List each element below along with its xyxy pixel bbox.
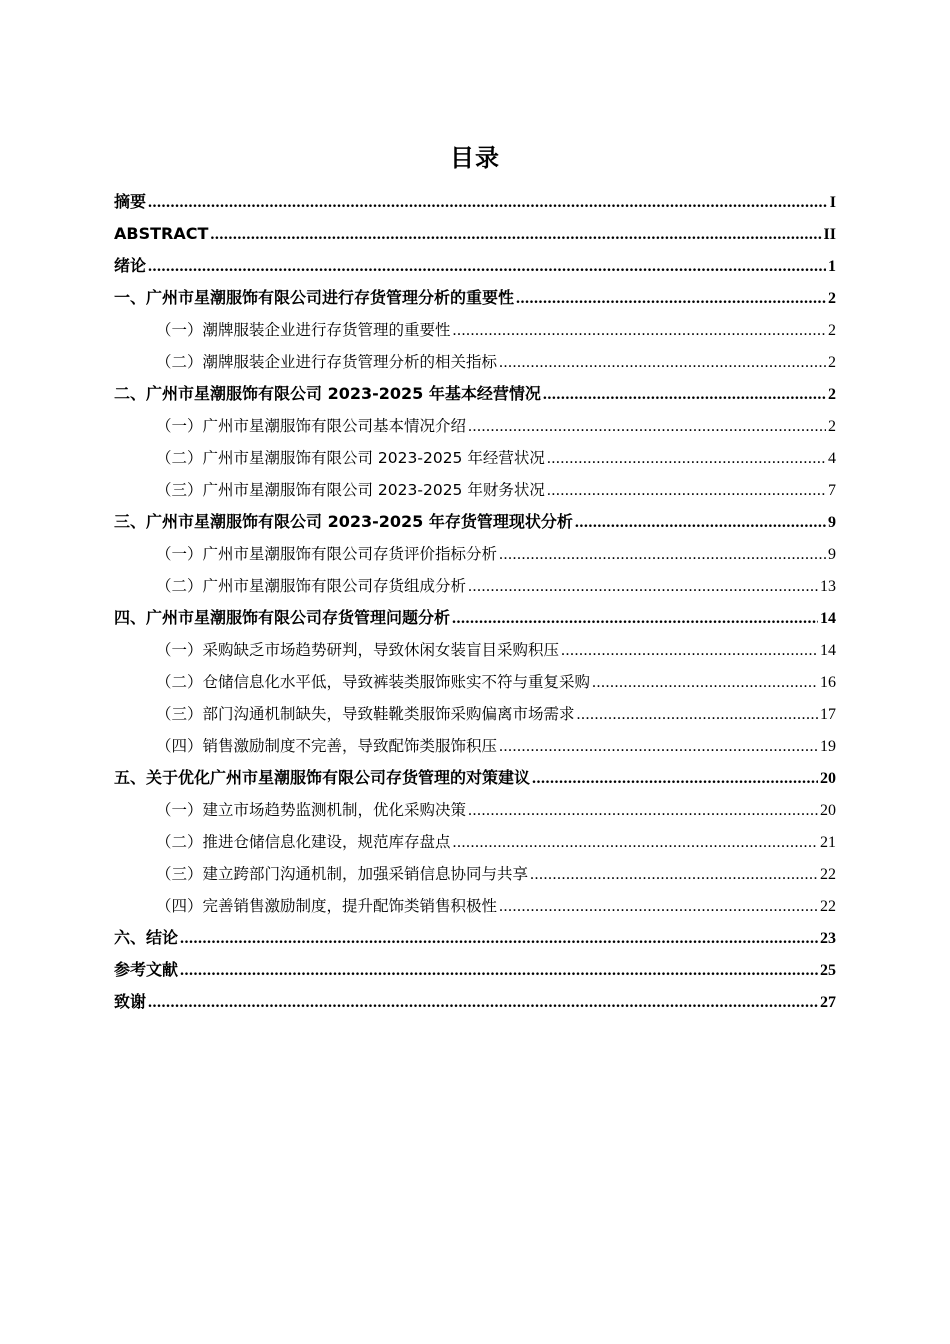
toc-entry[interactable] <box>114 666 836 698</box>
toc-entry-page-number: 2 <box>828 354 836 371</box>
toc-entry[interactable] <box>114 826 836 858</box>
toc-dot-leader <box>547 475 826 507</box>
toc-entry-page-number: 9 <box>828 514 836 531</box>
toc-entry-label: （一）建立市场趋势监测机制，优化采购决策 <box>156 801 467 819</box>
toc-dot-leader <box>468 411 826 443</box>
toc-entry-label: （二）广州市星潮服饰有限公司存货组成分析 <box>156 577 467 595</box>
toc-entry-label: 摘要 <box>114 192 147 211</box>
toc-dot-leader <box>468 795 818 827</box>
toc-dot-leader <box>499 539 826 571</box>
toc-entry[interactable] <box>114 410 836 442</box>
toc-entry-label: （三）部门沟通机制缺失，导致鞋靴类服饰采购偏离市场需求 <box>156 705 575 723</box>
toc-entry[interactable] <box>114 314 836 346</box>
toc-dot-leader <box>453 315 826 347</box>
toc-entry-label: 六、结论 <box>114 928 179 947</box>
toc-entry[interactable] <box>114 442 836 474</box>
toc-dot-leader <box>148 251 826 283</box>
toc-entry-label: 五、关于优化广州市星潮服饰有限公司存货管理的对策建议 <box>114 768 531 787</box>
toc-entry-label: 参考文献 <box>114 960 179 979</box>
toc-entry-label: ABSTRACT <box>114 224 209 243</box>
toc-dot-leader <box>577 699 818 731</box>
toc-dot-leader <box>468 571 818 603</box>
toc-dot-leader <box>499 891 818 923</box>
toc-dot-leader <box>452 603 818 635</box>
toc-entry[interactable] <box>114 730 836 762</box>
toc-entry-page-number: 2 <box>828 290 836 307</box>
toc-entry-page-number: 14 <box>820 610 836 627</box>
toc-entry-page-number: II <box>823 226 836 243</box>
toc-entry-page-number: 2 <box>828 386 836 403</box>
toc-entry-label: （一）广州市星潮服饰有限公司存货评价指标分析 <box>156 545 498 563</box>
toc-dot-leader <box>516 283 826 315</box>
toc-entry-page-number: 2 <box>828 418 836 435</box>
toc-entry-page-number: 22 <box>820 866 836 883</box>
toc-entry[interactable] <box>114 538 836 570</box>
toc-list <box>114 186 836 1018</box>
toc-entry[interactable] <box>114 634 836 666</box>
toc-entry[interactable] <box>114 890 836 922</box>
toc-entry-page-number: 9 <box>828 546 836 563</box>
toc-entry-page-number: I <box>829 194 836 211</box>
toc-entry-page-number: 22 <box>820 898 836 915</box>
toc-dot-leader <box>532 763 818 795</box>
toc-entry-page-number: 27 <box>820 994 836 1011</box>
toc-entry-label: （二）广州市星潮服饰有限公司 2023-2025 年经营状况 <box>156 449 545 467</box>
toc-entry[interactable] <box>114 250 836 282</box>
toc-entry[interactable] <box>114 602 836 634</box>
toc-dot-leader <box>530 859 818 891</box>
toc-entry[interactable] <box>114 858 836 890</box>
toc-entry-label: （三）广州市星潮服饰有限公司 2023-2025 年财务状况 <box>156 481 545 499</box>
toc-title: 目录 <box>450 144 500 172</box>
toc-entry-page-number: 4 <box>828 450 836 467</box>
toc-entry-page-number: 23 <box>820 930 836 947</box>
toc-dot-leader <box>561 635 818 667</box>
toc-dot-leader <box>499 347 826 379</box>
toc-entry-page-number: 2 <box>828 322 836 339</box>
toc-entry-page-number: 21 <box>820 834 836 851</box>
toc-entry-label: （二）推进仓储信息化建设，规范库存盘点 <box>156 833 451 851</box>
toc-entry-label: （三）建立跨部门沟通机制，加强采销信息协同与共享 <box>156 865 529 883</box>
toc-entry-label: 绪论 <box>114 256 147 275</box>
toc-dot-leader <box>180 955 818 987</box>
toc-dot-leader <box>575 507 826 539</box>
toc-entry-page-number: 17 <box>820 706 836 723</box>
toc-entry-page-number: 20 <box>820 802 836 819</box>
toc-dot-leader <box>148 187 828 219</box>
toc-entry-label: （二）潮牌服装企业进行存货管理分析的相关指标 <box>156 353 498 371</box>
toc-entry[interactable] <box>114 378 836 410</box>
toc-entry[interactable] <box>114 506 836 538</box>
toc-dot-leader <box>499 731 818 763</box>
toc-entry[interactable] <box>114 762 836 794</box>
toc-entry-label: （一）潮牌服装企业进行存货管理的重要性 <box>156 321 451 339</box>
toc-entry-label: 致谢 <box>114 992 147 1011</box>
toc-entry[interactable] <box>114 474 836 506</box>
toc-entry[interactable] <box>114 922 836 954</box>
toc-entry[interactable] <box>114 954 836 986</box>
toc-entry-label: （四）销售激励制度不完善，导致配饰类服饰积压 <box>156 737 498 755</box>
toc-entry-page-number: 7 <box>828 482 836 499</box>
toc-entry[interactable] <box>114 570 836 602</box>
toc-entry[interactable] <box>114 282 836 314</box>
toc-entry-label: 四、广州市星潮服饰有限公司存货管理问题分析 <box>114 608 451 627</box>
toc-entry[interactable] <box>114 794 836 826</box>
toc-entry-page-number: 19 <box>820 738 836 755</box>
toc-entry[interactable] <box>114 186 836 218</box>
toc-entry-label: （四）完善销售激励制度，提升配饰类销售积极性 <box>156 897 498 915</box>
toc-entry-label: 一、广州市星潮服饰有限公司进行存货管理分析的重要性 <box>114 288 515 307</box>
toc-dot-leader <box>210 219 821 251</box>
toc-dot-leader <box>180 923 818 955</box>
toc-entry-page-number: 16 <box>820 674 836 691</box>
toc-dot-leader <box>453 827 818 859</box>
toc-entry-label: （一）广州市星潮服饰有限公司基本情况介绍 <box>156 417 467 435</box>
toc-entry-page-number: 20 <box>820 770 836 787</box>
toc-dot-leader <box>543 379 826 411</box>
toc-entry-label: （二）仓储信息化水平低，导致裤装类服饰账实不符与重复采购 <box>156 673 591 691</box>
toc-entry-page-number: 25 <box>820 962 836 979</box>
toc-dot-leader <box>547 443 826 475</box>
toc-entry-page-number: 1 <box>828 258 836 275</box>
toc-dot-leader <box>592 667 818 699</box>
toc-entry[interactable] <box>114 698 836 730</box>
toc-entry-page-number: 13 <box>820 578 836 595</box>
toc-dot-leader <box>148 987 818 1019</box>
toc-entry-label: （一）采购缺乏市场趋势研判，导致休闲女装盲目采购积压 <box>156 641 560 659</box>
toc-entry[interactable] <box>114 218 836 250</box>
toc-entry-label: 三、广州市星潮服饰有限公司 2023-2025 年存货管理现状分析 <box>114 512 573 531</box>
toc-entry[interactable] <box>114 986 836 1018</box>
toc-entry-page-number: 14 <box>820 642 836 659</box>
toc-entry[interactable] <box>114 346 836 378</box>
toc-entry-label: 二、广州市星潮服饰有限公司 2023-2025 年基本经营情况 <box>114 384 541 403</box>
